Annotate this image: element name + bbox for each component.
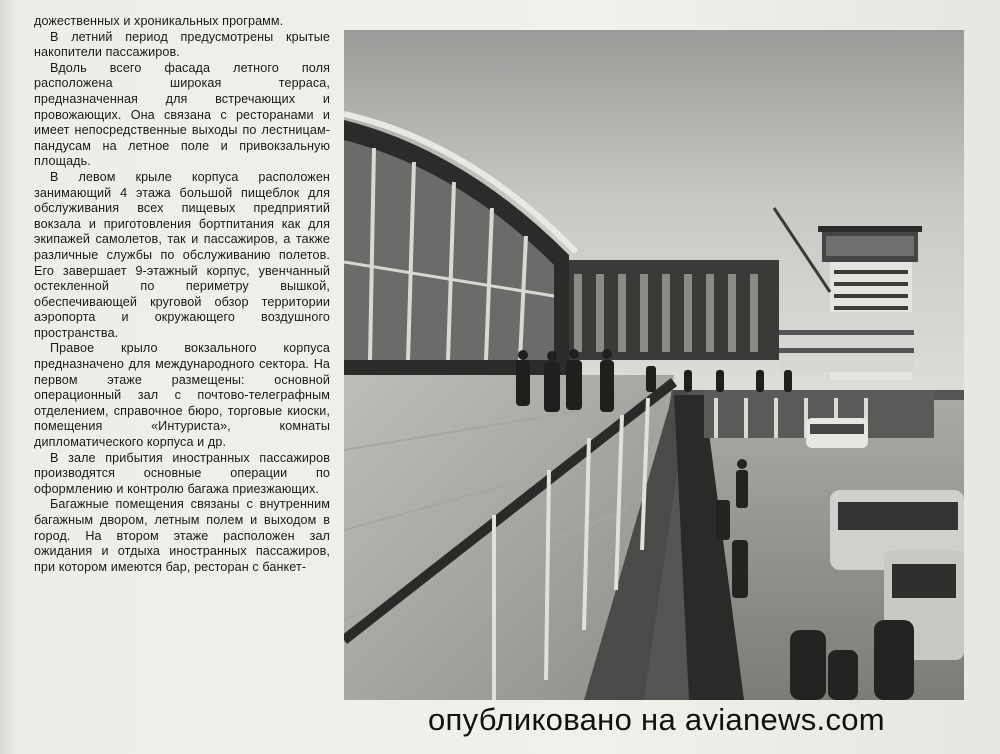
- paragraph-4: В левом крыле корпуса расположен занимающий 4 этажа большой пищеблок для обслуживания всех пищевых предприятий вокзала и приготовления бортпитания как для экипажей самолетов, так и пассажиров, а также различные службы по обслуживанию полетов. Его завершает 9-этажный корпус, увенчанный остекленной по периметру вышкой, обеспечивающей круговой обзор территории аэропорта и окружающего воздушного пространства.: [34, 169, 330, 340]
- watermark: опубликовано на avianews.com: [428, 702, 885, 737]
- airport-terminal-photo: [344, 30, 964, 700]
- bus-small: [806, 418, 868, 448]
- paragraph-5: Правое крыло вокзального корпуса предназначено для международного сектора. На первом этаже размещены: основной операционный зал с почтово-телеграфным отделением, справочное бюро, торговые киоски, помещения «Интуриста», комнаты дипломатического корпуса и др.: [34, 341, 330, 450]
- paragraph-3: Вдоль всего фасада летного поля расположена широкая терраса, предназначенная для встречающих и провожающих. Она связана с ресторанами и имеет непосредственные выходы по лестницам-пандусам на летное поле и привокзальную площадь.: [34, 60, 330, 169]
- paragraph-6: В зале прибытия иностранных пассажиров производятся основные операции по оформлению и контролю багажа приезжающих.: [34, 450, 330, 496]
- paragraph-7: Багажные помещения связаны с внутренним багажным двором, летным полем и выходом в город. На втором этаже расположен зал ожидания и отдыха иностранных пассажиров, при котором имеются бар, ресторан с банкет-: [34, 497, 330, 574]
- article-text-column: [34, 14, 330, 575]
- paragraph-1: дожественных и хроникальных программ.: [34, 14, 284, 28]
- paragraph-2: В летний период предусмотрены крытые накопители пассажиров.: [34, 29, 330, 60]
